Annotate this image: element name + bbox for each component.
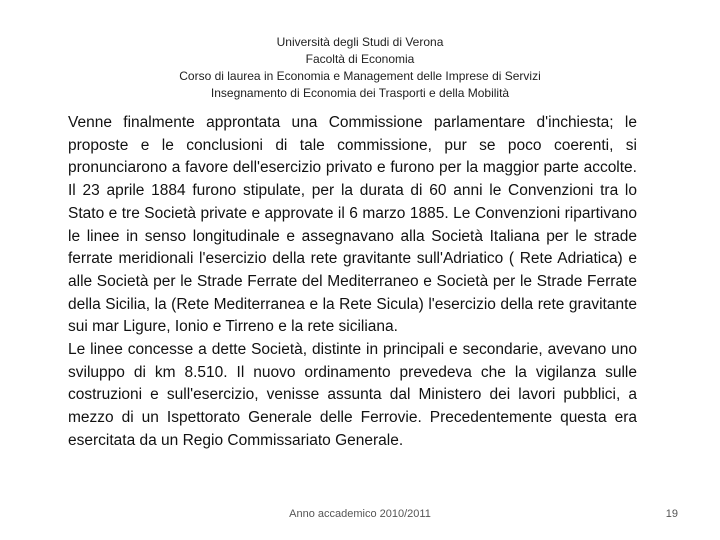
body-paragraph-2: Le linee concesse a dette Società, distinte in principali e secondarie, avevano uno sviluppo di km 8.510. Il nuovo ordinamento prevedeva che la vigilanza sulle costruzioni e sull'esercizio, venisse assunta dal Ministero dei lavori pubblici, a mezzo di un Ispettorato Generale delle Ferrovie. Precedentemente questa era esercitata da un Regio Commissariato Generale. (68, 341, 637, 449)
faculty-name: Facoltà di Economia (305, 52, 415, 66)
slide-body (68, 112, 637, 453)
academic-year: Anno accademico 2010/2011 (289, 508, 431, 520)
university-name: Università degli Studi di Verona (276, 35, 444, 49)
page-number: 19 (665, 508, 678, 520)
course-subject: Insegnamento di Economia dei Trasporti e della Mobilità (210, 86, 510, 100)
degree-course: Corso di laurea in Economia e Management delle Imprese di Servizi (179, 69, 541, 83)
slide-header (0, 34, 720, 102)
body-paragraph-1: Venne finalmente approntata una Commissione parlamentare d'inchiesta; le proposte e le conclusioni di tale commissione, pur se poco coerenti, si pronunciarono a favore dell'esercizio privato e furono per la maggior parte accolte. Il 23 aprile 1884 furono stipulate, per la durata di 60 anni le Convenzioni tra lo Stato e tre Società private e approvate il 6 marzo 1885. Le Convenzioni ripartivano le linee in senso longitudinale e assegnavano alla Società Italiana per le strade ferrate meridionali l'esercizio della rete gravitante sull'Adriatico ( Rete Adriatica) e alle Società per le Strade Ferrate del Mediterraneo e Società per le Strade Ferrate della Sicilia, la (Rete Mediterranea e la Rete Sicula) l'esercizio della rete gravitante sui mar Ligure, Ionio e Tirreno e la rete siciliana. (68, 114, 637, 336)
